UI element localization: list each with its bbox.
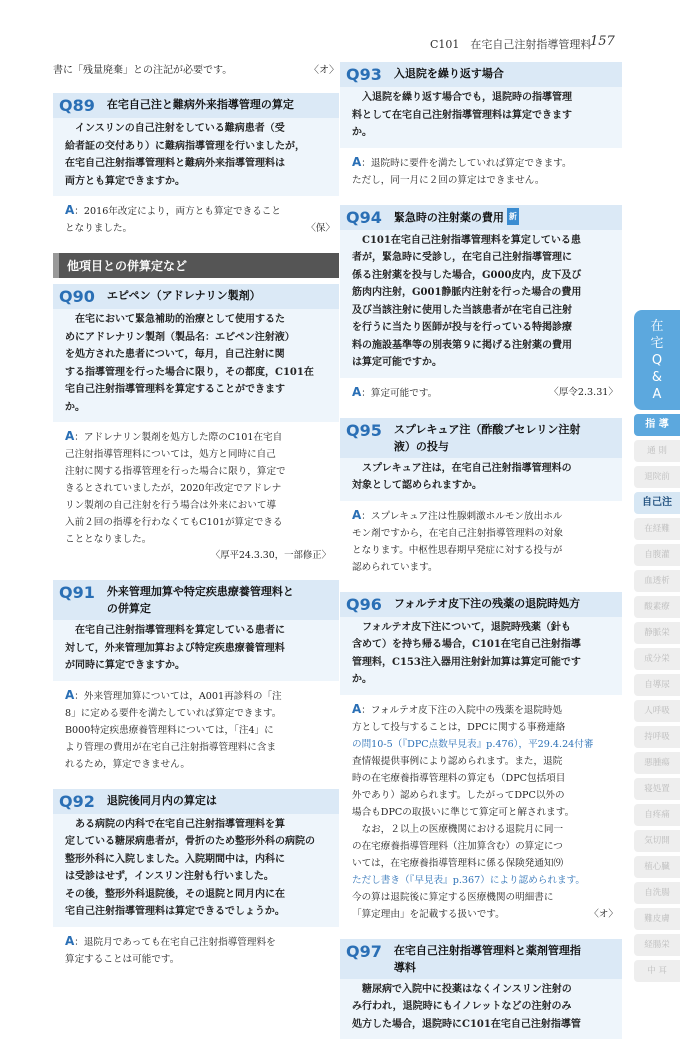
index-tab[interactable]: 成分栄 xyxy=(634,648,680,670)
q92-number: Q92 xyxy=(59,792,95,811)
index-sidebar xyxy=(634,310,680,982)
q89-q-line: 両方とも算定できますか。 xyxy=(65,173,331,191)
q95-number: Q95 xyxy=(346,421,382,440)
q93-title: 入退院を繰り返す場合 xyxy=(394,65,504,82)
q96-ref: 〈オ〉 xyxy=(589,906,618,923)
q90-q-line: 在宅において緊急補助的治療として使用するた xyxy=(65,311,331,329)
q95-title-line: スプレキュア注（酢酸ブセレリン注射 xyxy=(394,423,580,436)
carryover-line: 書に「残量廃棄」との注記が必要です。 xyxy=(53,62,232,79)
q96-title: フォルテオ皮下注の残薬の退院時処方 xyxy=(394,595,580,612)
q91-q-line: が同時に算定できますか。 xyxy=(65,657,331,675)
q97-q-line: 処方した場合，退院時にC101在宅自己注射指導管 xyxy=(352,1016,614,1034)
q95-block xyxy=(340,418,622,578)
q95-answer xyxy=(340,501,622,578)
index-tab[interactable]: 静脈栄 xyxy=(634,622,680,644)
q90-a-line: 己注射指導管理料については，処方と同時に自己 xyxy=(65,446,335,463)
index-main-char: A xyxy=(653,386,662,403)
q92-question xyxy=(53,814,339,927)
q90-q-line: か。 xyxy=(65,399,331,417)
q90-q-line: 宅自己注射指導管理料を算定することができます xyxy=(65,381,331,399)
q97-question xyxy=(340,979,622,1039)
index-tab[interactable]: 指 導 xyxy=(634,414,680,436)
q97-title-bar xyxy=(340,939,622,979)
q96-title-bar xyxy=(340,592,622,617)
q95-q-line: スプレキュア注は，在宅自己注射指導管理料の xyxy=(352,460,614,478)
q91-a-line: B000特定疾患療養管理料については，「注4」に xyxy=(65,722,335,739)
q95-q-line: 対象として認められますか。 xyxy=(352,477,614,495)
q91-number: Q91 xyxy=(59,583,95,602)
q95-a-line: となります。中枢性思春期早発症に対する投与が xyxy=(352,542,618,559)
answer-mark: A xyxy=(352,702,361,716)
q94-q-line: 料の施設基準等の別表第９に掲げる注射薬の費用 xyxy=(352,337,614,355)
q92-a-line: ：退院月であっても在宅自己注射指導管理料を xyxy=(74,937,275,948)
index-tab-main[interactable] xyxy=(634,310,680,410)
q96-a-line: ただし書き（『早見表』p.367）により認められます。 xyxy=(352,872,618,889)
section-heading: 他項目との併算定など xyxy=(53,253,339,278)
q96-a-line: 査情報提供事例により認められます。また，退院 xyxy=(352,753,618,770)
q91-block xyxy=(53,580,339,775)
q90-a-line: 注射に関する指導管理を行った場合に限り，算定で xyxy=(65,463,335,480)
q94-title-wrap xyxy=(394,208,519,226)
q89-block xyxy=(53,93,339,239)
q93-q-line: 入退院を繰り返す場合でも，退院時の指導管理 xyxy=(352,89,614,107)
q92-q-line: は受診はせず，インスリン注射も行いました。 xyxy=(65,868,331,886)
answer-mark: A xyxy=(352,155,361,169)
q89-number: Q89 xyxy=(59,96,95,115)
q96-block xyxy=(340,592,622,925)
q92-q-line: 定している糖尿病患者が，骨折のため整形外科の病院の xyxy=(65,833,331,851)
q96-a-line: 方として投与することは，DPCに関する事務連絡 xyxy=(352,719,618,736)
q93-q-line: 料として在宅自己注射指導管理料は算定できます xyxy=(352,107,614,125)
q91-a-line: より管理の費用が在宅自己注射指導管理料に含ま xyxy=(65,739,335,756)
q90-a-line: こととなりました。 xyxy=(65,531,335,548)
index-tab[interactable]: 植心臓 xyxy=(634,856,680,878)
answer-mark: A xyxy=(65,934,74,948)
q94-answer xyxy=(340,378,622,404)
index-tab[interactable]: 持呼吸 xyxy=(634,726,680,748)
index-tab[interactable]: 自疼痛 xyxy=(634,804,680,826)
answer-mark: A xyxy=(352,385,361,399)
answer-mark: A xyxy=(65,203,74,217)
index-tab[interactable]: 血透析 xyxy=(634,570,680,592)
q97-block xyxy=(340,939,622,1039)
q90-number: Q90 xyxy=(59,287,95,306)
q94-ref: 〈厚令2.3.31〉 xyxy=(549,384,618,402)
q97-title-line: 導料 xyxy=(394,961,416,974)
q96-q-line: 含めて）を持ち帰る場合，C101在宅自己注射指導 xyxy=(352,636,614,654)
q94-block xyxy=(340,205,622,404)
q92-block xyxy=(53,789,339,970)
q95-title-line: 液）の投与 xyxy=(394,440,449,453)
q96-answer xyxy=(340,695,622,925)
q95-question xyxy=(340,458,622,501)
index-tab[interactable]: 通 則 xyxy=(634,440,680,462)
q96-a-line: いては，在宅療養指導管理料に係る保険発通知⑼ xyxy=(352,855,618,872)
q92-title: 退院後同月内の算定は xyxy=(107,792,217,809)
q94-q-line: 及び当該注射に使用した当該患者が在宅自己注射 xyxy=(352,302,614,320)
index-tab[interactable]: 自腹灌 xyxy=(634,544,680,566)
q96-a-line: 今の算は退院後に算定する医療機関の明細書に xyxy=(352,889,618,906)
q97-q-line: み行われ，退院時にもイノレットなどの注射のみ xyxy=(352,998,614,1016)
q90-answer xyxy=(53,422,339,566)
q90-question xyxy=(53,309,339,422)
answer-mark: A xyxy=(352,508,361,522)
q94-q-line: 筋肉内注射，G001静脈内注射を行った場合の費用 xyxy=(352,284,614,302)
q89-answer xyxy=(53,196,339,239)
q91-title-line: 外来管理加算や特定疾患療養管理料と xyxy=(107,585,294,598)
q89-ref: 〈保〉 xyxy=(306,220,335,237)
index-tab[interactable]: 悪腫瘍 xyxy=(634,752,680,774)
q89-q-line: インスリンの自己注射をしている難病患者（受 xyxy=(65,120,331,138)
q93-title-bar xyxy=(340,62,622,87)
answer-mark: A xyxy=(65,429,74,443)
q91-q-line: 対して，外来管理加算および特定疾患療養管理料 xyxy=(65,640,331,658)
q91-answer xyxy=(53,681,339,775)
q93-number: Q93 xyxy=(346,65,382,84)
q96-a-line: 「算定理由」を記載する扱いです。 xyxy=(352,906,505,923)
q96-a-line: 外であり）認められます。したがってDPC以外の xyxy=(352,787,618,804)
q91-a-line: 8」に定める要件を満たしていれば算定できます。 xyxy=(65,705,335,722)
index-tab-current[interactable]: 自己注 xyxy=(634,492,680,514)
q93-a-line: ただし，同一月に２回の算定はできません。 xyxy=(352,172,618,189)
running-header xyxy=(0,36,680,56)
index-main-char: 宅 xyxy=(650,335,663,352)
q91-title xyxy=(107,583,294,617)
header-title: C101 在宅自己注射指導管理料 xyxy=(430,36,591,52)
q91-title-line: の併算定 xyxy=(107,602,151,615)
index-tab[interactable]: 難皮膚 xyxy=(634,908,680,930)
q90-q-line: を処方された患者について，毎月，自己注射に関 xyxy=(65,346,331,364)
q89-title: 在宅自己注と難病外来指導管理の算定 xyxy=(107,96,294,113)
q93-answer xyxy=(340,148,622,191)
q91-a-line: ：外来管理加算については，A001再診料の「注 xyxy=(74,691,281,702)
q90-block xyxy=(53,284,339,566)
q90-title-bar xyxy=(53,284,339,309)
q90-q-line: めにアドレナリン製剤（製品名：エピペン注射液） xyxy=(65,329,331,347)
q96-a-line: なお，２以上の医療機関における退院月に同一 xyxy=(352,821,618,838)
q94-question xyxy=(340,230,622,378)
q96-q-line: フォルテオ皮下注について，退院時残薬（針も xyxy=(352,619,614,637)
q97-number: Q97 xyxy=(346,942,382,961)
index-tab[interactable]: 人呼吸 xyxy=(634,700,680,722)
index-main-char: & xyxy=(652,369,662,386)
q97-q-line: 糖尿病で入院中に投薬はなくインスリン注射の xyxy=(352,981,614,999)
q96-a-line: ：フォルテオ皮下注の入院中の残薬を退院時処 xyxy=(361,705,562,716)
q96-a-line: の在宅療養指導管理料（注加算含む）の算定につ xyxy=(352,838,618,855)
q89-question xyxy=(53,118,339,196)
index-tab[interactable]: 経腸栄 xyxy=(634,934,680,956)
q90-a-line: リン製剤の自己注射を行う場合は外来において導 xyxy=(65,497,335,514)
index-tab[interactable]: 自導尿 xyxy=(634,674,680,696)
q95-title xyxy=(394,421,580,455)
index-tab[interactable]: 気切開 xyxy=(634,830,680,852)
q91-q-line: 在宅自己注射指導管理料を算定している患者に xyxy=(65,622,331,640)
q93-block xyxy=(340,62,622,191)
q92-q-line: 宅自己注射指導管理料は算定できるでしょうか。 xyxy=(65,903,331,921)
q90-a-line: 入前２回の指導を行わなくてもC101が算定できる xyxy=(65,514,335,531)
q94-q-line: 係る注射薬を投与した場合，G000皮内，皮下及び xyxy=(352,267,614,285)
q94-title-bar xyxy=(340,205,622,230)
q89-q-line: 在宅自己注射指導管理料と難病外来指導管理料は xyxy=(65,155,331,173)
q90-q-line: する指導管理を行った場合に限り，その都度，C101在 xyxy=(65,364,331,382)
q95-a-line: 認められています。 xyxy=(352,559,618,576)
q95-a-line: モン剤ですから，在宅自己注射指導管理料の対象 xyxy=(352,525,618,542)
q89-q-line: 給者証の交付あり）に難病指導管理を行いましたが， xyxy=(65,138,331,156)
q90-title: エピペン（アドレナリン製剤） xyxy=(107,287,261,304)
q96-a-line: 時の在宅療養指導管理料の算定も（DPC包括項目 xyxy=(352,770,618,787)
index-tab[interactable]: 退院前 xyxy=(634,466,680,488)
carryover-text xyxy=(53,62,339,79)
q97-title-line: 在宅自己注射指導管理料と薬剤管理指 xyxy=(394,944,581,957)
q91-a-line: れるため，算定できません。 xyxy=(65,756,335,773)
q94-q-line: C101在宅自己注射指導管理料を算定している患 xyxy=(352,232,614,250)
q96-a-line: の問10-5（『DPC点数早見表』p.476），平29.4.24付審 xyxy=(352,736,618,753)
q96-a-line: 場合もDPCの取扱いに準じて算定可と解されます。 xyxy=(352,804,618,821)
q96-q-line: 管理料，C153注入器用注射針加算は算定可能です xyxy=(352,654,614,672)
q94-title: 緊急時の注射薬の費用 xyxy=(394,211,504,224)
q92-q-line: ある病院の内科で在宅自己注射指導管理料を算 xyxy=(65,816,331,834)
q95-a-line: ：スプレキュア注は性腺刺激ホルモン放出ホル xyxy=(361,511,562,522)
q96-number: Q96 xyxy=(346,595,382,614)
q92-title-bar xyxy=(53,789,339,814)
q96-question xyxy=(340,617,622,695)
index-main-char: Q xyxy=(652,352,662,369)
q95-title-bar xyxy=(340,418,622,458)
q91-title-bar xyxy=(53,580,339,620)
q94-a-line: ：算定可能です。 xyxy=(361,388,437,399)
new-badge: 新 xyxy=(507,208,519,225)
q93-a-line: ：退院時に要件を満たしていれば算定できます。 xyxy=(361,158,571,169)
q92-q-line: 整形外科に入院しました。入院期間中は，内科に xyxy=(65,851,331,869)
q94-q-line: を行うに当たり医師が投与を行っている特掲診療 xyxy=(352,319,614,337)
q90-a-line: ：アドレナリン製剤を処方した際のC101在宅自 xyxy=(74,432,282,443)
q91-question xyxy=(53,620,339,681)
q93-question xyxy=(340,87,622,148)
left-column xyxy=(53,62,339,970)
q90-ref: 〈厚平24.3.30，一部修正〉 xyxy=(65,548,335,564)
q92-q-line: その後，整形外科退院後，その退院と同月内に在 xyxy=(65,886,331,904)
q89-title-bar xyxy=(53,93,339,118)
index-main-char: 在 xyxy=(650,318,663,335)
q92-a-line: 算定することは可能です。 xyxy=(65,951,335,968)
right-column xyxy=(340,62,622,1039)
q92-answer xyxy=(53,927,339,970)
carryover-ref: 〈オ〉 xyxy=(309,62,339,79)
index-tab[interactable]: 自洗腸 xyxy=(634,882,680,904)
index-tab[interactable]: 酸素療 xyxy=(634,596,680,618)
q94-q-line: は算定可能ですか。 xyxy=(352,354,614,372)
q90-a-line: きるとされていましたが，2020年改定でアドレナ xyxy=(65,480,335,497)
q89-a-line: ：2016年改定により，両方とも算定できること xyxy=(74,206,281,217)
page-number: 157 xyxy=(590,34,615,49)
q94-number: Q94 xyxy=(346,208,382,227)
q93-q-line: か。 xyxy=(352,124,614,142)
index-tab[interactable]: 在経難 xyxy=(634,518,680,540)
q96-q-line: か。 xyxy=(352,671,614,689)
index-tab[interactable]: 中 耳 xyxy=(634,960,680,982)
q89-a-line: となりました。 xyxy=(65,220,132,237)
q97-title xyxy=(394,942,581,976)
index-tab[interactable]: 寝処置 xyxy=(634,778,680,800)
q94-q-line: 者が，緊急時に受診し，在宅自己注射指導管理に xyxy=(352,249,614,267)
answer-mark: A xyxy=(65,688,74,702)
